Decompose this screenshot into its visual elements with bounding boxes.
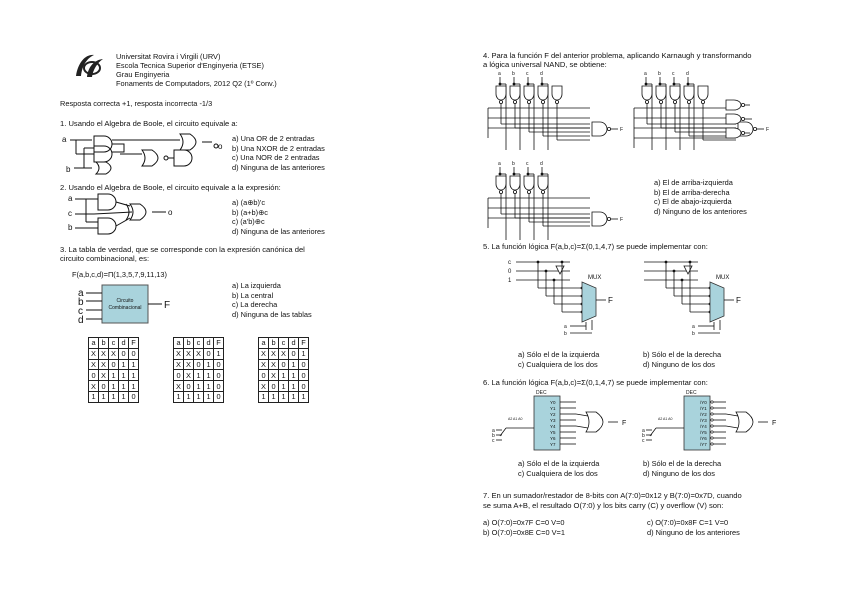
q3-block-label-2: Combinacional bbox=[108, 305, 142, 311]
q4-input-label: a bbox=[644, 71, 647, 77]
table-cell: X bbox=[279, 348, 289, 359]
table-header-cell: d bbox=[289, 338, 299, 349]
q3-text-1: 3. La tabla de verdad, que se corresponde con la expresión canónica del bbox=[60, 245, 305, 254]
q7-options-right bbox=[647, 518, 740, 537]
q5-options-left bbox=[518, 350, 599, 369]
q4-input-label: b bbox=[512, 161, 515, 167]
table-cell: 1 bbox=[299, 348, 309, 359]
q6-input-label: c bbox=[642, 438, 645, 444]
q2-label-b: b bbox=[68, 223, 73, 232]
degree-name: Grau Enginyeria bbox=[116, 70, 170, 79]
q5-mux-circuits bbox=[508, 252, 760, 342]
table-cell: X bbox=[194, 348, 204, 359]
q4-input-label: d bbox=[540, 161, 543, 167]
q6-input-label: a bbox=[642, 428, 645, 434]
q1-option-a[interactable]: a) Una OR de 2 entradas bbox=[232, 134, 315, 143]
table-cell: 0 bbox=[214, 370, 224, 381]
decoder-circuit bbox=[642, 390, 776, 450]
q6-dec-label: DEC bbox=[536, 390, 547, 396]
table-row bbox=[174, 381, 224, 392]
table-cell: X bbox=[184, 359, 194, 370]
q6-option-c[interactable]: c) Cualquiera de los dos bbox=[518, 468, 598, 478]
q5-sel-label: b bbox=[692, 331, 695, 337]
q5-sel-label: a bbox=[564, 324, 567, 330]
q4-input-label: c bbox=[526, 161, 529, 167]
table-header-cell: F bbox=[129, 338, 139, 349]
q6-output-pin: Y2 bbox=[550, 412, 556, 417]
q6-output-label: F bbox=[622, 420, 627, 427]
table-cell: 1 bbox=[119, 381, 129, 392]
q4-input-label: b bbox=[658, 71, 661, 77]
q2-options bbox=[232, 198, 325, 236]
table-cell: 0 bbox=[109, 359, 119, 370]
q3-block-diagram bbox=[78, 283, 188, 329]
nand-circuit bbox=[634, 71, 769, 150]
table-cell: 1 bbox=[194, 381, 204, 392]
table-row bbox=[89, 370, 139, 381]
table-header-cell: c bbox=[109, 338, 119, 349]
q2-label-o: o bbox=[168, 208, 173, 217]
q7-option-a[interactable]: a) O(7:0)=0x7F C=0 V=0 bbox=[483, 518, 565, 527]
table-cell: 1 bbox=[204, 391, 214, 402]
table-cell: X bbox=[99, 359, 109, 370]
table-cell: 1 bbox=[109, 391, 119, 402]
table-cell: X bbox=[89, 348, 99, 359]
table-cell: 0 bbox=[214, 359, 224, 370]
q1-option-b[interactable]: b) Una NXOR de 2 entradas bbox=[232, 143, 325, 153]
q4-option-c[interactable]: c) El de abajo-izquierda bbox=[654, 197, 732, 207]
table-cell: 1 bbox=[89, 391, 99, 402]
q1-label-a: a bbox=[62, 135, 67, 144]
table-cell: 1 bbox=[279, 370, 289, 381]
table-cell: 1 bbox=[299, 391, 309, 402]
q3-truth-table bbox=[258, 337, 309, 403]
q6-output-pin: Y3 bbox=[550, 418, 556, 423]
table-cell: 0 bbox=[214, 381, 224, 392]
q2-label-a: a bbox=[68, 194, 73, 203]
table-cell: 1 bbox=[129, 370, 139, 381]
q6-option-d[interactable]: d) Ninguno de los dos bbox=[643, 468, 715, 478]
table-header-cell: d bbox=[119, 338, 129, 349]
table-cell: 0 bbox=[299, 370, 309, 381]
q6-option-a[interactable]: a) Sólo el de la izquierda bbox=[518, 459, 600, 468]
q6-option-b[interactable]: b) Sólo el de la derecha bbox=[643, 459, 722, 468]
q4-input-label: a bbox=[498, 71, 501, 77]
q6-output-pin: /Y6 bbox=[700, 436, 707, 441]
q1-label-o: o bbox=[218, 142, 223, 151]
table-cell: X bbox=[89, 381, 99, 392]
table-cell: 1 bbox=[289, 359, 299, 370]
q3-option-a[interactable]: a) La izquierda bbox=[232, 281, 281, 290]
table-cell: X bbox=[259, 348, 269, 359]
q4-options bbox=[654, 178, 747, 216]
q5-option-c[interactable]: c) Cualquiera de los dos bbox=[518, 359, 598, 369]
table-cell: 1 bbox=[184, 391, 194, 402]
q3-block-label-1: Circuito bbox=[116, 298, 134, 304]
q1-label-b: b bbox=[66, 165, 71, 174]
table-row bbox=[259, 381, 309, 392]
table-cell: 1 bbox=[204, 359, 214, 370]
q2-option-d[interactable]: d) Ninguna de las anteriores bbox=[232, 226, 325, 236]
q5-mux-label: MUX bbox=[588, 275, 602, 281]
q3-option-b[interactable]: b) La central bbox=[232, 290, 274, 300]
table-cell: 0 bbox=[174, 370, 184, 381]
course-name: Fonaments de Computadors, 2012 Q2 (1º Conv.) bbox=[116, 79, 277, 88]
q2-text: 2. Usando el Algebra de Boole, el circuito equivale a la expresión: bbox=[60, 183, 281, 192]
table-header-cell: d bbox=[204, 338, 214, 349]
table-header-cell: b bbox=[184, 338, 194, 349]
table-cell: X bbox=[184, 348, 194, 359]
table-cell: 1 bbox=[109, 381, 119, 392]
table-cell: 1 bbox=[99, 391, 109, 402]
table-row bbox=[174, 370, 224, 381]
table-header-cell: F bbox=[214, 338, 224, 349]
q5-mux-label: MUX bbox=[716, 275, 730, 281]
q3-option-c[interactable]: c) La derecha bbox=[232, 300, 278, 310]
q5-option-a[interactable]: a) Sólo el de la izquierda bbox=[518, 350, 600, 359]
q4-option-b[interactable]: b) El de arriba-derecha bbox=[654, 187, 730, 197]
q1-option-d[interactable]: d) Ninguna de las anteriores bbox=[232, 162, 325, 172]
q7-options-left bbox=[483, 518, 565, 537]
q2-label-c: c bbox=[68, 209, 72, 218]
q6-input-label: b bbox=[492, 433, 495, 439]
q6-sel-label: A2 A1 A0 bbox=[508, 417, 523, 421]
table-cell: 0 bbox=[194, 359, 204, 370]
table-cell: X bbox=[109, 348, 119, 359]
table-cell: 0 bbox=[89, 370, 99, 381]
university-name: Universitat Rovira i Virgili (URV) bbox=[116, 52, 221, 61]
q1-circuit bbox=[62, 128, 232, 176]
q6-sel-label: A2 A1 A0 bbox=[658, 417, 673, 421]
q6-output-pin: /Y0 bbox=[700, 400, 707, 405]
table-cell: 0 bbox=[99, 381, 109, 392]
table-cell: X bbox=[89, 359, 99, 370]
q4-input-label: b bbox=[512, 71, 515, 77]
table-header-cell: c bbox=[194, 338, 204, 349]
q4-input-label: a bbox=[498, 161, 501, 167]
table-cell: X bbox=[174, 359, 184, 370]
q5-option-b[interactable]: b) Sólo el de la derecha bbox=[643, 350, 722, 359]
table-cell: 1 bbox=[119, 359, 129, 370]
table-cell: 0 bbox=[119, 348, 129, 359]
q2-option-a[interactable]: a) (a⊕b)'c bbox=[232, 198, 266, 207]
mux-circuit bbox=[508, 260, 613, 337]
table-row bbox=[259, 348, 309, 359]
q5-sel-label: b bbox=[564, 331, 567, 337]
scoring-note: Resposta correcta +1, resposta incorrecta -1/3 bbox=[60, 99, 213, 108]
q6-text: 6. La función lógica F(a,b,c)=Σ(0,1,4,7) se puede implementar con: bbox=[483, 378, 708, 387]
q3-truth-table bbox=[88, 337, 139, 403]
table-cell: X bbox=[259, 359, 269, 370]
q3-options bbox=[232, 281, 312, 319]
q5-option-d[interactable]: d) Ninguno de los dos bbox=[643, 359, 715, 369]
table-cell: 1 bbox=[259, 391, 269, 402]
q7-option-c[interactable]: c) O(7:0)=0x8F C=1 V=0 bbox=[647, 518, 729, 527]
q4-text-1: 4. Para la función F del anterior problema, aplicando Karnaugh y transformando bbox=[483, 51, 752, 60]
q3-input-d: d bbox=[78, 315, 84, 326]
q2-option-c[interactable]: c) (a'b)⊕c bbox=[232, 217, 265, 227]
table-cell: 1 bbox=[129, 381, 139, 392]
q5-input-label: c bbox=[508, 260, 511, 266]
q7-text-1: 7. En un sumador/restador de 8-bits con A(7:0)=0x12 y B(7:0)=0x7D, cuando bbox=[483, 491, 742, 500]
q1-option-c[interactable]: c) Una NOR de 2 entradas bbox=[232, 153, 320, 163]
q3-text-2: circuito combinacional, es: bbox=[60, 254, 150, 263]
q5-text: 5. La función lógica F(a,b,c)=Σ(0,1,4,7) se puede implementar con: bbox=[483, 242, 708, 251]
q6-input-label: a bbox=[492, 428, 495, 434]
table-header-cell: b bbox=[99, 338, 109, 349]
table-cell: X bbox=[174, 381, 184, 392]
q1-options bbox=[232, 134, 325, 172]
q6-output-label: F bbox=[772, 420, 777, 427]
table-row bbox=[259, 359, 309, 370]
table-header-cell: a bbox=[259, 338, 269, 349]
table-cell: X bbox=[269, 370, 279, 381]
q6-output-pin: Y6 bbox=[550, 436, 556, 441]
table-row bbox=[259, 391, 309, 402]
table-cell: 1 bbox=[204, 370, 214, 381]
table-header-cell: a bbox=[89, 338, 99, 349]
table-header-cell: c bbox=[279, 338, 289, 349]
mux-circuit bbox=[644, 261, 741, 337]
q3-input-a: a bbox=[78, 288, 84, 299]
q6-output-pin: Y4 bbox=[550, 424, 556, 429]
nand-circuit bbox=[488, 71, 623, 150]
table-cell: 1 bbox=[269, 391, 279, 402]
table-cell: 0 bbox=[299, 359, 309, 370]
table-row bbox=[89, 359, 139, 370]
table-row bbox=[174, 359, 224, 370]
table-header-cell: a bbox=[174, 338, 184, 349]
q6-options-left bbox=[518, 459, 599, 478]
table-cell: X bbox=[174, 348, 184, 359]
q6-output-pin: Y0 bbox=[550, 400, 556, 405]
table-cell: X bbox=[269, 348, 279, 359]
table-cell: 0 bbox=[129, 348, 139, 359]
q6-output-pin: /Y5 bbox=[700, 430, 707, 435]
q4-output-label: F bbox=[620, 217, 624, 223]
q7-text-2: se suma A+B, el resultado O(7:0) y los bits carry (C) y overflow (V) son: bbox=[483, 501, 724, 510]
q3-option-d[interactable]: d) Ninguna de las tablas bbox=[232, 309, 312, 319]
table-cell: 1 bbox=[174, 391, 184, 402]
table-row bbox=[89, 391, 139, 402]
table-cell: 1 bbox=[129, 359, 139, 370]
table-cell: 0 bbox=[204, 348, 214, 359]
table-cell: 1 bbox=[109, 370, 119, 381]
table-cell: 1 bbox=[289, 381, 299, 392]
table-cell: 0 bbox=[269, 381, 279, 392]
q6-output-pin: /Y3 bbox=[700, 418, 707, 423]
nand-circuit bbox=[488, 161, 623, 240]
q1-text: 1. Usando el Algebra de Boole, el circuito equivale a: bbox=[60, 119, 238, 128]
q3-input-c: c bbox=[78, 306, 83, 317]
q4-output-label: F bbox=[620, 127, 624, 133]
table-cell: 1 bbox=[289, 391, 299, 402]
q4-option-a[interactable]: a) El de arriba-izquierda bbox=[654, 178, 733, 187]
table-header-cell: b bbox=[269, 338, 279, 349]
table-cell: 0 bbox=[129, 391, 139, 402]
table-cell: 0 bbox=[184, 381, 194, 392]
table-cell: X bbox=[269, 359, 279, 370]
table-row bbox=[89, 348, 139, 359]
table-cell: 0 bbox=[214, 391, 224, 402]
q3-truth-table bbox=[173, 337, 224, 403]
q5-input-label: 1 bbox=[508, 278, 512, 284]
q6-output-pin: /Y1 bbox=[700, 406, 707, 411]
table-cell: 1 bbox=[119, 370, 129, 381]
table-cell: 1 bbox=[289, 370, 299, 381]
q3-formula: F(a,b,c,d)=Π(1,3,5,7,9,11,13) bbox=[72, 270, 167, 279]
table-row bbox=[89, 381, 139, 392]
table-row bbox=[259, 370, 309, 381]
q6-input-label: b bbox=[642, 433, 645, 439]
q6-output-pin: /Y4 bbox=[700, 424, 707, 429]
q5-output-label: F bbox=[736, 296, 741, 305]
table-cell: 0 bbox=[259, 370, 269, 381]
q6-decoder-circuits bbox=[490, 388, 790, 454]
q5-sel-label: a bbox=[692, 324, 695, 330]
q5-input-label: 0 bbox=[508, 269, 512, 275]
table-cell: 1 bbox=[279, 381, 289, 392]
table-row bbox=[174, 348, 224, 359]
table-cell: 1 bbox=[214, 348, 224, 359]
table-cell: X bbox=[99, 370, 109, 381]
q6-dec-label: DEC bbox=[686, 390, 697, 396]
urv-logo bbox=[72, 50, 108, 80]
q7-option-d[interactable]: d) Ninguno de los anteriores bbox=[647, 527, 740, 537]
table-row bbox=[174, 391, 224, 402]
table-header-cell: F bbox=[299, 338, 309, 349]
q4-input-label: c bbox=[672, 71, 675, 77]
q3-input-b: b bbox=[78, 297, 84, 308]
q6-output-pin: Y1 bbox=[550, 406, 556, 411]
table-cell: 1 bbox=[204, 381, 214, 392]
q4-input-label: d bbox=[686, 71, 689, 77]
table-cell: 0 bbox=[299, 381, 309, 392]
school-name: Escola Tecnica Superior d'Enginyeria (ETSE) bbox=[116, 61, 264, 70]
q6-output-pin: /Y7 bbox=[700, 442, 707, 447]
q6-output-pin: /Y2 bbox=[700, 412, 707, 417]
q5-output-label: F bbox=[608, 296, 613, 305]
table-cell: X bbox=[184, 370, 194, 381]
table-cell: 1 bbox=[194, 370, 204, 381]
table-cell: 0 bbox=[289, 348, 299, 359]
q4-input-label: c bbox=[526, 71, 529, 77]
table-cell: X bbox=[259, 381, 269, 392]
q4-nand-circuits bbox=[488, 70, 798, 240]
q6-options-right bbox=[643, 459, 721, 478]
table-cell: 1 bbox=[279, 391, 289, 402]
table-cell: 1 bbox=[119, 391, 129, 402]
q6-input-label: c bbox=[492, 438, 495, 444]
q3-output: F bbox=[164, 300, 171, 311]
q4-output-label: F bbox=[766, 127, 770, 133]
q2-option-b[interactable]: b) (a+b)⊕c bbox=[232, 207, 268, 217]
q4-text-2: a lógica universal NAND, se obtiene: bbox=[483, 60, 607, 69]
q6-output-pin: Y5 bbox=[550, 430, 556, 435]
q2-circuit bbox=[68, 192, 188, 238]
q4-option-d[interactable]: d) Ninguno de los anteriores bbox=[654, 206, 747, 216]
q5-options-right bbox=[643, 350, 721, 369]
q7-option-b[interactable]: b) O(7:0)=0x8E C=0 V=1 bbox=[483, 527, 565, 537]
decoder-circuit bbox=[492, 390, 626, 450]
q6-output-pin: Y7 bbox=[550, 442, 556, 447]
table-cell: 1 bbox=[194, 391, 204, 402]
table-cell: 0 bbox=[279, 359, 289, 370]
q4-input-label: d bbox=[540, 71, 543, 77]
table-cell: X bbox=[99, 348, 109, 359]
